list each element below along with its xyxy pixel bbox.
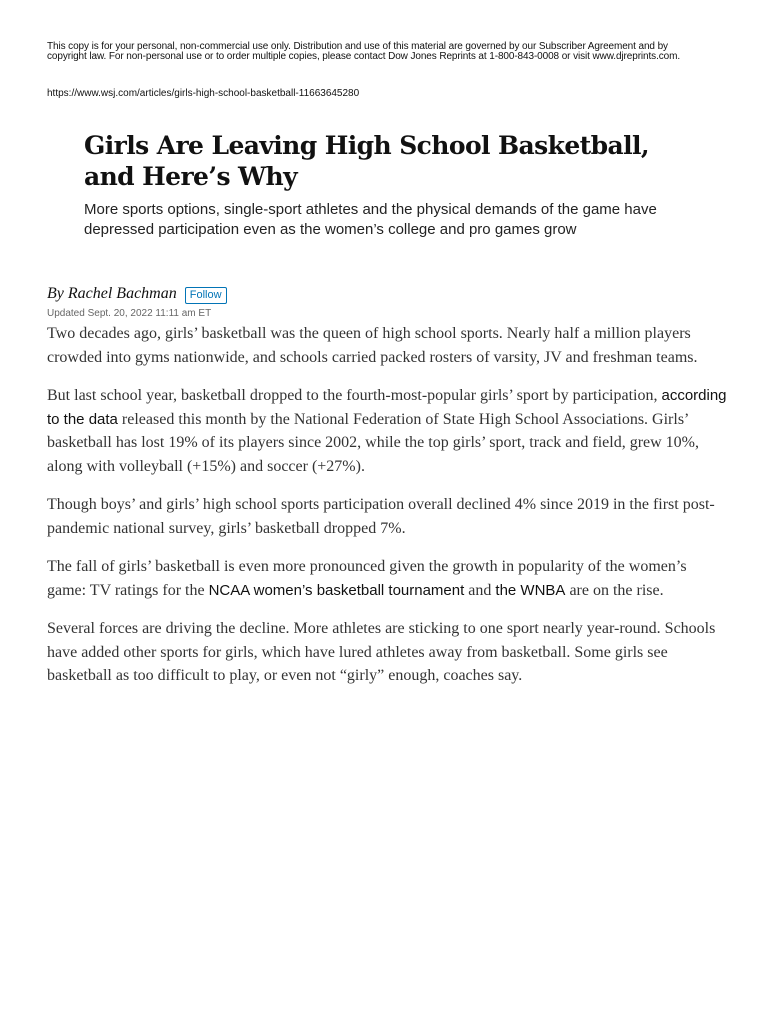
link-according-to-the-data[interactable]: according to the data	[47, 387, 727, 428]
reprint-notice: This copy is for your personal, non-commercial use only. Distribution and use of this material are governed by our Subscriber Agreement and by copyright law. For non-personal use or to order multiple copies, please contact Dow Jones Reprints at 1-800-843-0008 or visit www.djreprints.com.	[47, 41, 681, 62]
dek-subheadline: More sports options, single-sport athletes and the physical demands of the game have depressed participation even as the women’s college and pro games grow	[84, 201, 657, 238]
updated-timestamp: Updated Sept. 20, 2022 11:11 am ET	[47, 308, 212, 319]
headline: Girls Are Leaving High School Basketball, and Here’s Why	[84, 131, 649, 191]
paragraph-4	[47, 555, 727, 602]
link-ncaa-tournament[interactable]: NCAA women’s basketball tournament	[208, 581, 465, 599]
paragraph-2-text-b: released this month by the National Federation of State High School Associations. Girls’ basketball has lost 19% of its players since 2002, while the top girls’ sport, track and field, grew 10%, along with volleyball (+15%) and soccer (+27%).	[47, 410, 699, 475]
follow-button[interactable]: Follow	[185, 287, 227, 304]
paragraph-2-text-a: But last school year, basketball dropped to the fourth-most-popular girls’ sport by participation,	[47, 387, 662, 404]
article-url: https://www.wsj.com/articles/girls-high-school-basketball-11663645280	[47, 88, 360, 99]
paragraph-4-text-c: are on the rise.	[565, 581, 664, 599]
paragraph-2	[47, 384, 727, 478]
byline-row	[47, 284, 227, 304]
link-wnba[interactable]: the WNBA	[495, 581, 566, 599]
paragraph-3: Though boys’ and girls’ high school sports participation overall declined 4% since 2019 in the first post-pandemic national survey, girls’ basketball dropped 7%.	[47, 496, 715, 537]
paragraph-4-text-b: and	[464, 581, 496, 599]
paragraph-1: Two decades ago, girls’ basketball was the queen of high school sports. Nearly half a million players crowded into gyms nationwide, and schools carried packed rosters of varsity, JV and freshman teams.	[47, 325, 698, 366]
paragraph-4-text-a: The fall of girls’ basketball is even more pronounced given the growth in popularity of the women’s game: TV ratings for the	[47, 558, 687, 599]
byline: By Rachel Bachman	[47, 285, 177, 302]
paragraph-5: Several forces are driving the decline. More athletes are sticking to one sport nearly year-round. Schools have added other sports for girls, which have lured athletes away from basketball. Some girls see basketball as too difficult to play, or even not “girly” enough, coaches say.	[47, 620, 716, 684]
article-body	[47, 322, 727, 703]
